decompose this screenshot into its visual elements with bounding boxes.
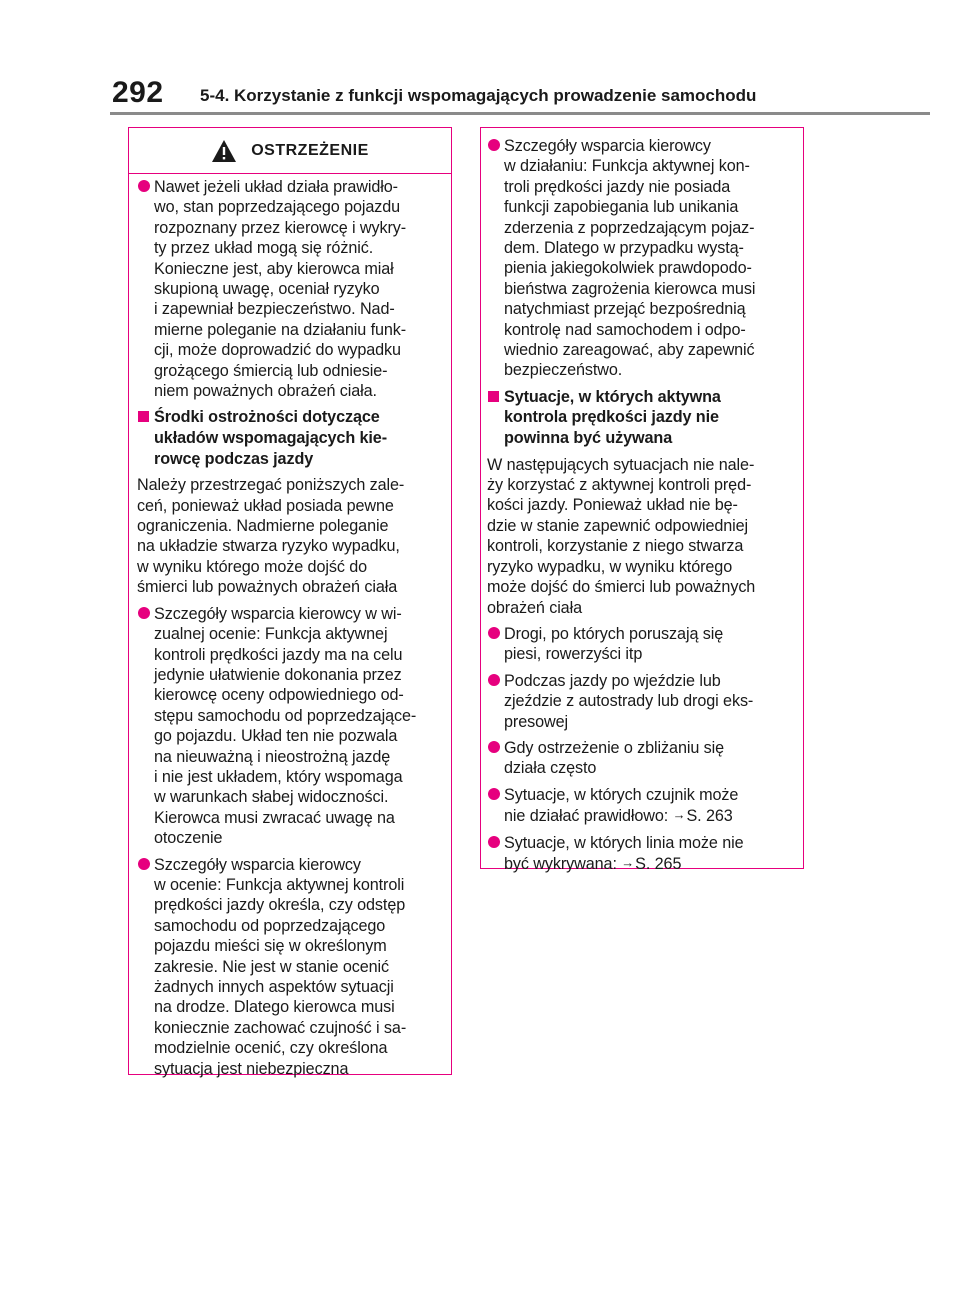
bullet-dot-icon — [488, 674, 500, 686]
bullet-item: Gdy ostrzeżenie o zbliżaniu się działa często — [487, 738, 801, 779]
page-number: 292 — [112, 76, 164, 109]
bullet-item: Sytuacje, w których czujnik może nie działać prawidłowo: →S. 263 — [487, 785, 801, 827]
paragraph: W następujących sytuacjach nie nale- ży korzystać z aktywnej kontroli pręd- kości jazdy. Ponieważ układ nie bę- dzie w stanie zapewnić odpowiedniej kontroli, korzystanie z niego stwarza ryzyko wypadku, w wyniku którego może dojść do śmierci lub poważnych obrażeń ciała — [487, 455, 756, 617]
header-divider — [110, 112, 930, 115]
bullet-dot-icon — [488, 627, 500, 639]
bullet-item: Sytuacje, w których linia może nie być wykrywana: →S. 265 — [487, 833, 801, 875]
page-reference-link[interactable]: S. 265 — [635, 854, 682, 873]
warning-header — [129, 128, 451, 174]
heading-square-icon — [488, 391, 499, 402]
bullet-dot-icon — [488, 139, 500, 151]
bullet-item: Nawet jeżeli układ działa prawidło- wo, stan poprzedzającego pojazdu rozpoznany przez kierowcę i wykry- ty przez układ mogą się różnić. Konieczne jest, aby kierowca miał skupioną uwagę, oceniał ryzyko i zapewniał bezpieczeństwo. Nad- mierne poleganie na działaniu funk- cji, może doprowadzić do wypadku grożącego śmiercią lub odniesie- niem poważnych obrażeń ciała. — [137, 177, 449, 401]
page-ref-arrow-icon: → — [672, 807, 686, 823]
section-title: 5-4. Korzystanie z funkcji wspomagających prowadzenie samochodu — [200, 86, 757, 105]
bullet-dot-icon — [488, 788, 500, 800]
bullet-item: Szczegóły wsparcia kierowcy w działaniu: Funkcja aktywnej kon- troli prędkości jazdy nie posiada funkcji zapobiegania lub unikania zderzenia z poprzedzającym pojaz- dem. Dlatego w przypadku wystą- pienia jakiegokolwiek prawdopodo- bieństwa zagrożenia kierowca musi natychmiast przejąć bezpośrednią kontrolę nad samochodem i odpo- wiednio zareagować, aby zapewnić bezpieczeństwo. — [487, 136, 801, 381]
page-ref-arrow-icon: → — [621, 854, 635, 870]
warning-content — [137, 177, 449, 1085]
continued-warning-box — [480, 127, 804, 873]
page-reference-link[interactable]: S. 263 — [686, 807, 733, 826]
page-header — [0, 0, 960, 118]
bullet-dot-icon — [138, 858, 150, 870]
warning-triangle-icon — [211, 139, 237, 163]
bullet-dot-icon — [488, 741, 500, 753]
bullet-item: Podczas jazdy po wjeździe lub zjeździe z autostrady lub drogi eks- presowej — [487, 671, 801, 732]
bullet-dot-icon — [138, 180, 150, 192]
subsection-heading: Sytuacje, w których aktywna kontrola prędkości jazdy nie powinna być używana — [487, 387, 801, 449]
bullet-item: Szczegóły wsparcia kierowcy w wi- zualnej ocenie: Funkcja aktywnej kontroli prędkości jazdy ma na celu jedynie ułatwienie dokonania przez kierowcę oceny odpowiedniego od- stępu samochodu od poprzedzające- go pojazdu. Układ ten nie pozwala na nieuważną i nieostrożną jazdę i nie jest układem, który wspomaga w warunkach słabej widoczności. Kierowca musi zwracać uwagę na otoczenie — [137, 604, 449, 849]
bullet-dot-icon — [138, 607, 150, 619]
continued-content — [487, 136, 801, 880]
warning-title: OSTRZEŻENIE — [251, 141, 369, 159]
subsection-heading: Środki ostrożności dotyczące układów wspomagających kie- rowcę podczas jazdy — [137, 407, 449, 469]
bullet-item: Szczegóły wsparcia kierowcy w ocenie: Funkcja aktywnej kontroli prędkości jazdy określa, czy odstęp samochodu od poprzedzającego pojazdu mieści się w określonym zakresie. Nie jest w stanie ocenić żadnych innych aspektów sytuacji na drodze. Dlatego kierowca musi koniecznie zachować czujność i sa- modzielnie ocenić, czy określona sytuacja jest niebezpieczna — [137, 855, 449, 1079]
heading-square-icon — [138, 411, 149, 422]
warning-box — [128, 127, 452, 1078]
paragraph: Należy przestrzegać poniższych zale- ceń, ponieważ układ posiada pewne ograniczenia. Nadmierne poleganie na układzie stwarza ryzyko wypadku, w wyniku którego może dojść do śmierci lub poważnych obrażeń ciała — [137, 476, 405, 597]
bullet-dot-icon — [488, 836, 500, 848]
bullet-item: Drogi, po których poruszają się piesi, rowerzyści itp — [487, 624, 801, 665]
